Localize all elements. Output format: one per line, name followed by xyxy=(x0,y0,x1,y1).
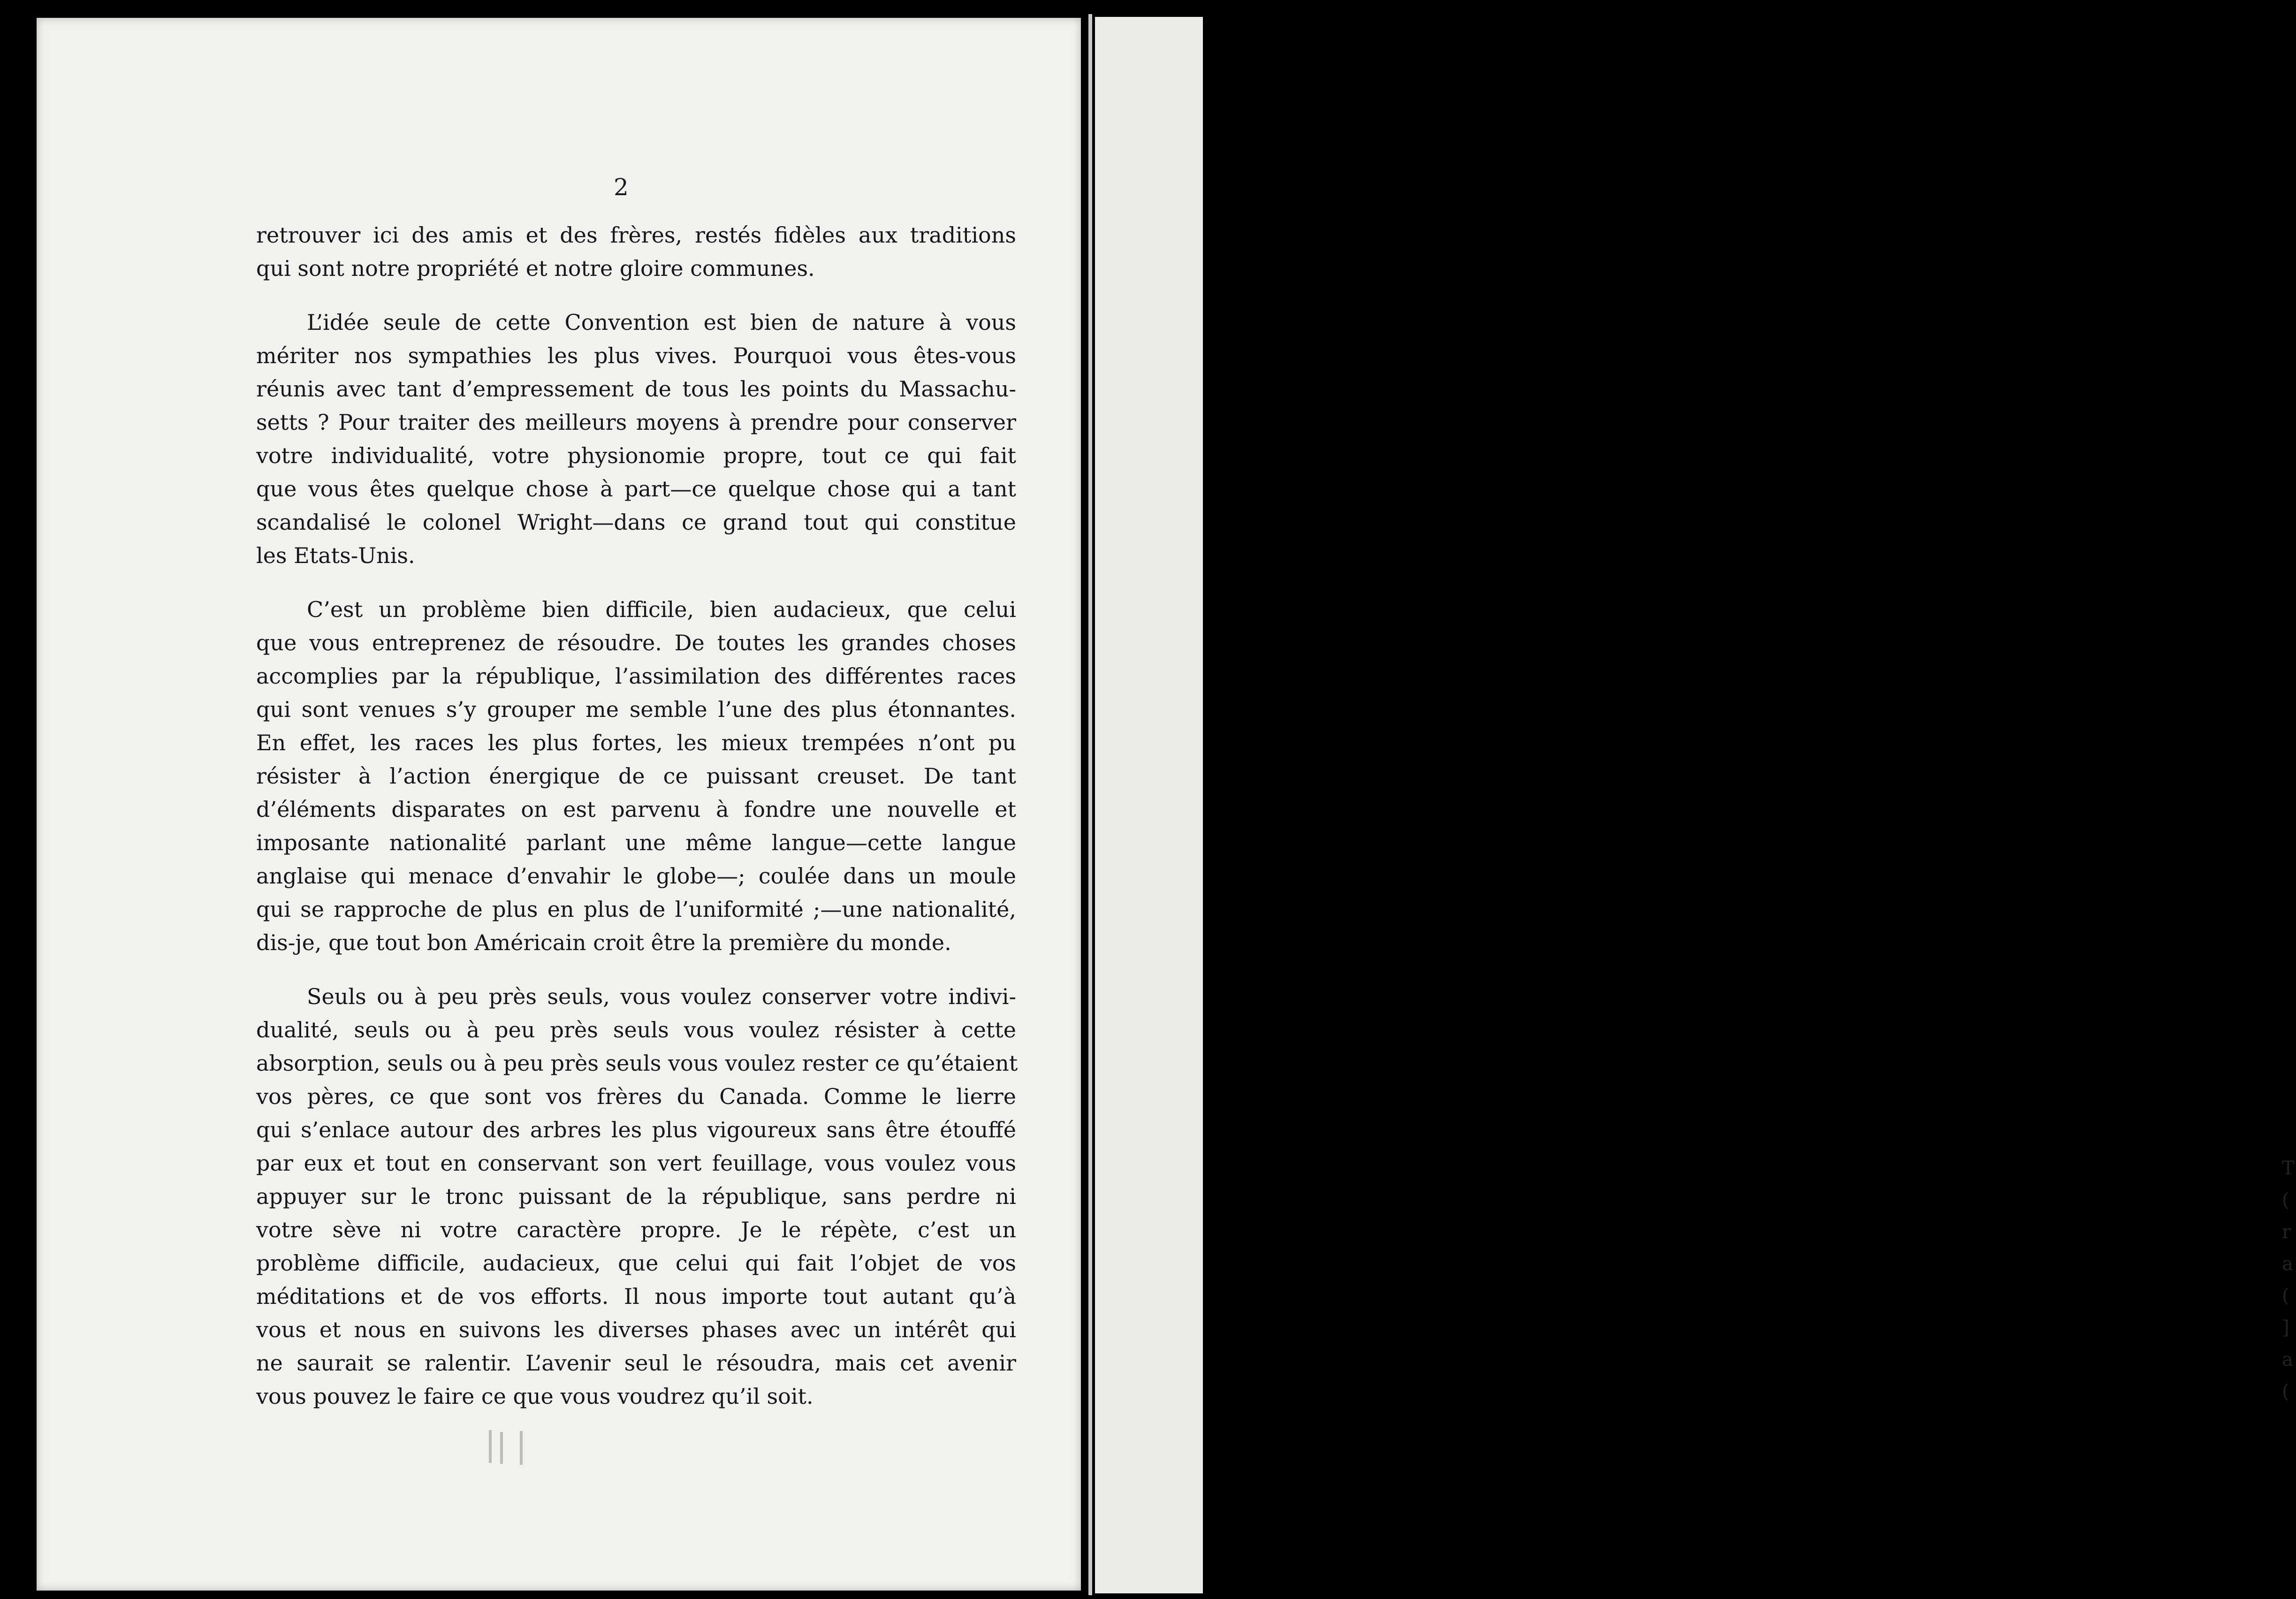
text-line: ne saurait se ralentir. L’avenir seul le résoudra, mais cet avenir xyxy=(256,1350,1016,1376)
adjacent-page xyxy=(1095,17,2295,1593)
text-line: accomplies par la république, l’assimilation des différentes races xyxy=(256,663,1016,689)
text-line: votre sève ni votre caractère propre. Je le répète, c’est un xyxy=(256,1217,1016,1242)
text-line: mériter nos sympathies les plus vives. Pourquoi vous êtes-vous xyxy=(256,343,1016,368)
scan-streak xyxy=(500,1432,503,1464)
page xyxy=(37,18,1081,1591)
text-line: imposante nationalité parlant une même langue—cette langue xyxy=(256,830,1016,855)
text-line: vos pères, ce que sont vos frères du Canada. Comme le lierre xyxy=(256,1084,1016,1109)
text-line: dualité, seuls ou à peu près seuls vous voulez résister à cette xyxy=(256,1017,1016,1043)
text-line: retrouver ici des amis et des frères, restés fidèles aux traditions xyxy=(256,222,1016,248)
text-line: C’est un problème bien difficile, bien audacieux, que celui xyxy=(307,597,1016,622)
text-line: L’idée seule de cette Convention est bien de nature à vous xyxy=(307,310,1016,335)
paragraph xyxy=(256,593,1016,959)
adjacent-page-fragment: ( xyxy=(2282,1189,2289,1211)
paragraph xyxy=(256,306,1016,572)
text-line: vous pouvez le faire ce que vous voudrez qu’il soit. xyxy=(256,1384,813,1409)
adjacent-page-fragment: ] xyxy=(2282,1317,2289,1339)
text-line: anglaise qui menace d’envahir le globe—; coulée dans un moule xyxy=(256,863,1016,889)
text-line: par eux et tout en conservant son vert feuillage, vous voulez vous xyxy=(256,1150,1016,1176)
paragraph xyxy=(256,980,1016,1413)
text-line: les Etats-Unis. xyxy=(256,543,415,568)
adjacent-page-fragment: a xyxy=(2282,1253,2293,1275)
text-line: résister à l’action énergique de ce puissant creuset. De tant xyxy=(256,763,1016,789)
text-line: appuyer sur le tronc puissant de la république, sans perdre ni xyxy=(256,1184,1016,1209)
text-line: que vous entreprenez de résoudre. De toutes les grandes choses xyxy=(256,630,1016,655)
text-line: que vous êtes quelque chose à part—ce quelque chose qui a tant xyxy=(256,476,1016,502)
text-line: qui se rapproche de plus en plus de l’uniformité ;—une nationalité, xyxy=(256,897,1016,922)
scan-streak xyxy=(489,1430,492,1463)
adjacent-page-fragment: ( xyxy=(2282,1285,2289,1307)
text-line: réunis avec tant d’empressement de tous les points du Massachu- xyxy=(256,376,1016,402)
text-line: dis-je, que tout bon Américain croit être la première du monde. xyxy=(256,930,951,955)
text-line: qui s’enlace autour des arbres les plus vigoureux sans être étouffé xyxy=(256,1117,1016,1142)
scan-streak xyxy=(520,1431,523,1465)
text-line: Seuls ou à peu près seuls, vous voulez conserver votre indivi- xyxy=(307,984,1016,1009)
text-line: qui sont venues s’y grouper me semble l’une des plus étonnantes. xyxy=(256,697,1016,722)
adjacent-page-fragment: T xyxy=(2282,1157,2295,1179)
text-line: votre individualité, votre physionomie propre, tout ce qui fait xyxy=(256,443,1016,468)
adjacent-page-fragments xyxy=(2282,1152,2296,1408)
paragraph xyxy=(256,219,1016,285)
text-line: scandalisé le colonel Wright—dans ce grand tout qui constitue xyxy=(256,510,1016,535)
text-line: absorption, seuls ou à peu près seuls vous voulez rester ce qu’étaient xyxy=(256,1051,1018,1076)
page-edge xyxy=(1088,14,1092,1595)
text-line: vous et nous en suivons les diverses phases avec un intérêt qui xyxy=(256,1317,1016,1342)
page-number: 2 xyxy=(614,174,629,201)
text-line: setts ? Pour traiter des meilleurs moyens à prendre pour conserver xyxy=(256,410,1016,435)
adjacent-page-fragment: r xyxy=(2282,1221,2291,1243)
text-line: qui sont notre propriété et notre gloire communes. xyxy=(256,256,815,281)
adjacent-page-fragment: a xyxy=(2282,1349,2293,1371)
body-text xyxy=(256,219,1016,1434)
text-line: En effet, les races les plus fortes, les mieux trempées n’ont pu xyxy=(256,730,1016,755)
text-line: méditations et de vos efforts. Il nous importe tout autant qu’à xyxy=(256,1284,1016,1309)
text-line: d’éléments disparates on est parvenu à fondre une nouvelle et xyxy=(256,797,1016,822)
adjacent-page-fragment: ( xyxy=(2282,1381,2289,1402)
text-line: problème difficile, audacieux, que celui qui fait l’objet de vos xyxy=(256,1250,1016,1276)
